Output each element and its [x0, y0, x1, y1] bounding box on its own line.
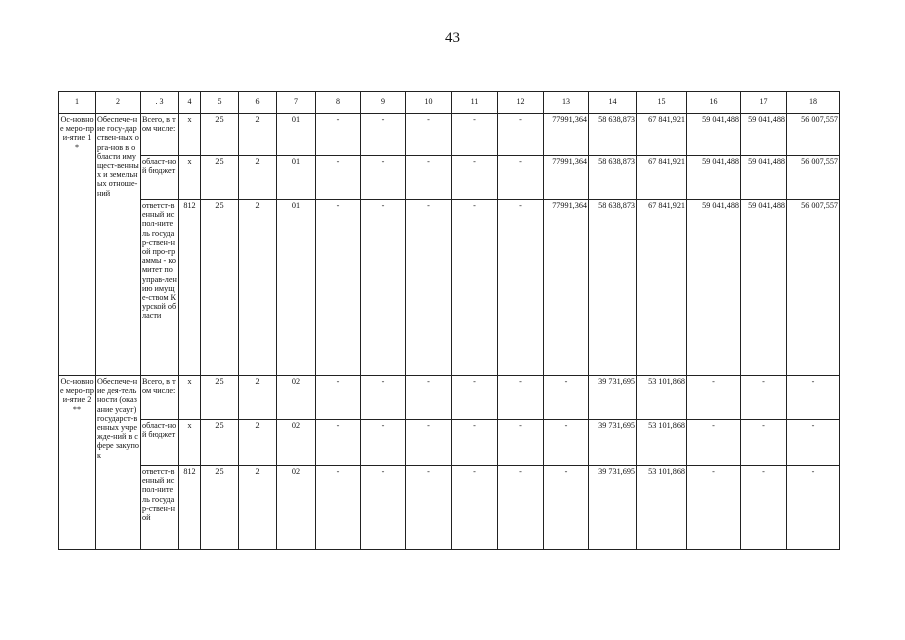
cell: 2 — [239, 200, 277, 376]
cell: 67 841,921 — [637, 200, 687, 376]
cell: - — [741, 466, 787, 550]
cell: 2 — [239, 114, 277, 156]
cell: 39 731,695 — [589, 420, 637, 466]
row-label: ответст-венный испол-нитель государ-ствен-ной — [141, 466, 179, 550]
cell: - — [406, 156, 452, 200]
cell: - — [361, 156, 406, 200]
cell: 67 841,921 — [637, 156, 687, 200]
col-header: 4 — [179, 92, 201, 114]
cell: - — [452, 376, 498, 420]
row-label: Всего, в том числе: — [141, 376, 179, 420]
cell: 25 — [201, 200, 239, 376]
cell: 812 — [179, 200, 201, 376]
cell: 77991,364 — [544, 200, 589, 376]
col-header: 15 — [637, 92, 687, 114]
cell: - — [498, 156, 544, 200]
cell: - — [452, 200, 498, 376]
cell: - — [406, 420, 452, 466]
cell: - — [544, 376, 589, 420]
cell: - — [687, 420, 741, 466]
cell: - — [361, 200, 406, 376]
row-label: област-ной бюджет — [141, 420, 179, 466]
table-row — [59, 156, 840, 200]
cell: - — [361, 420, 406, 466]
cell: - — [787, 420, 840, 466]
cell: 25 — [201, 156, 239, 200]
activity-description: Обеспече-ние дея-тельности (оказание усауг) государст-венных учрежде-ний в сфере закупок — [96, 376, 141, 550]
col-header: 16 — [687, 92, 741, 114]
cell: 812 — [179, 466, 201, 550]
cell: 58 638,873 — [589, 200, 637, 376]
cell: - — [361, 376, 406, 420]
cell: - — [741, 376, 787, 420]
cell: - — [687, 376, 741, 420]
cell: 58 638,873 — [589, 114, 637, 156]
col-header: 8 — [316, 92, 361, 114]
cell: x — [179, 156, 201, 200]
table-row — [59, 200, 840, 376]
cell: 56 007,557 — [787, 200, 840, 376]
page-number: 43 — [445, 30, 460, 46]
cell: - — [316, 200, 361, 376]
cell: - — [406, 376, 452, 420]
cell: 59 041,488 — [741, 114, 787, 156]
activity-name: Ос-новное меро-при-ятие 1 * — [59, 114, 96, 376]
cell: x — [179, 420, 201, 466]
col-header: 14 — [589, 92, 637, 114]
cell: - — [787, 376, 840, 420]
cell: 02 — [277, 376, 316, 420]
col-header: 12 — [498, 92, 544, 114]
cell: - — [498, 114, 544, 156]
cell: - — [406, 466, 452, 550]
cell: 2 — [239, 420, 277, 466]
cell: - — [787, 466, 840, 550]
program-funding-table — [58, 91, 840, 550]
cell: - — [498, 466, 544, 550]
col-header: 1 — [59, 92, 96, 114]
cell: - — [498, 376, 544, 420]
cell: 77991,364 — [544, 114, 589, 156]
cell: 58 638,873 — [589, 156, 637, 200]
cell: 25 — [201, 466, 239, 550]
table-row — [59, 114, 840, 156]
cell: - — [316, 114, 361, 156]
cell: - — [544, 420, 589, 466]
col-header: 11 — [452, 92, 498, 114]
cell: 2 — [239, 466, 277, 550]
col-header: 7 — [277, 92, 316, 114]
cell: 56 007,557 — [787, 156, 840, 200]
cell: 2 — [239, 376, 277, 420]
cell: - — [498, 200, 544, 376]
activity-name: Ос-новное меро-при-ятие 2 ** — [59, 376, 96, 550]
cell: 77991,364 — [544, 156, 589, 200]
cell: - — [316, 466, 361, 550]
cell: - — [361, 466, 406, 550]
cell: - — [361, 114, 406, 156]
cell: 59 041,488 — [687, 114, 741, 156]
header-row — [59, 92, 840, 114]
cell: - — [452, 156, 498, 200]
cell: 53 101,868 — [637, 420, 687, 466]
cell: 56 007,557 — [787, 114, 840, 156]
cell: 01 — [277, 156, 316, 200]
cell: - — [406, 200, 452, 376]
cell: - — [452, 466, 498, 550]
col-header: 2 — [96, 92, 141, 114]
cell: 53 101,868 — [637, 466, 687, 550]
col-header: 5 — [201, 92, 239, 114]
col-header: 9 — [361, 92, 406, 114]
cell: 59 041,488 — [687, 156, 741, 200]
cell: - — [316, 420, 361, 466]
table-row — [59, 420, 840, 466]
col-header: . 3 — [141, 92, 179, 114]
cell: 59 041,488 — [741, 200, 787, 376]
cell: 59 041,488 — [687, 200, 741, 376]
cell: 39 731,695 — [589, 466, 637, 550]
table-row — [59, 376, 840, 420]
cell: 02 — [277, 420, 316, 466]
cell: - — [544, 466, 589, 550]
cell: 02 — [277, 466, 316, 550]
cell: 25 — [201, 114, 239, 156]
cell: 59 041,488 — [741, 156, 787, 200]
cell: - — [406, 114, 452, 156]
cell: - — [498, 420, 544, 466]
col-header: 13 — [544, 92, 589, 114]
row-label: ответст-венный испол-нитель государ-ствен-ной про-граммы - комитет по управ-лению имуще-ством Курской области — [141, 200, 179, 376]
cell: - — [316, 156, 361, 200]
col-header: 18 — [787, 92, 840, 114]
cell: - — [452, 114, 498, 156]
cell: x — [179, 376, 201, 420]
table-row — [59, 466, 840, 550]
row-label: Всего, в том числе: — [141, 114, 179, 156]
col-header: 6 — [239, 92, 277, 114]
col-header: 17 — [741, 92, 787, 114]
cell: 39 731,695 — [589, 376, 637, 420]
cell: - — [687, 466, 741, 550]
cell: - — [316, 376, 361, 420]
cell: 01 — [277, 200, 316, 376]
cell: 25 — [201, 420, 239, 466]
activity-description: Обеспече-ние госу-дарствен-ных орга-нов в области имущест-венных и земельных отноше-ний — [96, 114, 141, 376]
cell: 53 101,868 — [637, 376, 687, 420]
cell: - — [452, 420, 498, 466]
col-header: 10 — [406, 92, 452, 114]
cell: - — [741, 420, 787, 466]
cell: 01 — [277, 114, 316, 156]
cell: 2 — [239, 156, 277, 200]
cell: 25 — [201, 376, 239, 420]
cell: 67 841,921 — [637, 114, 687, 156]
cell: x — [179, 114, 201, 156]
row-label: област-ной бюджет — [141, 156, 179, 200]
